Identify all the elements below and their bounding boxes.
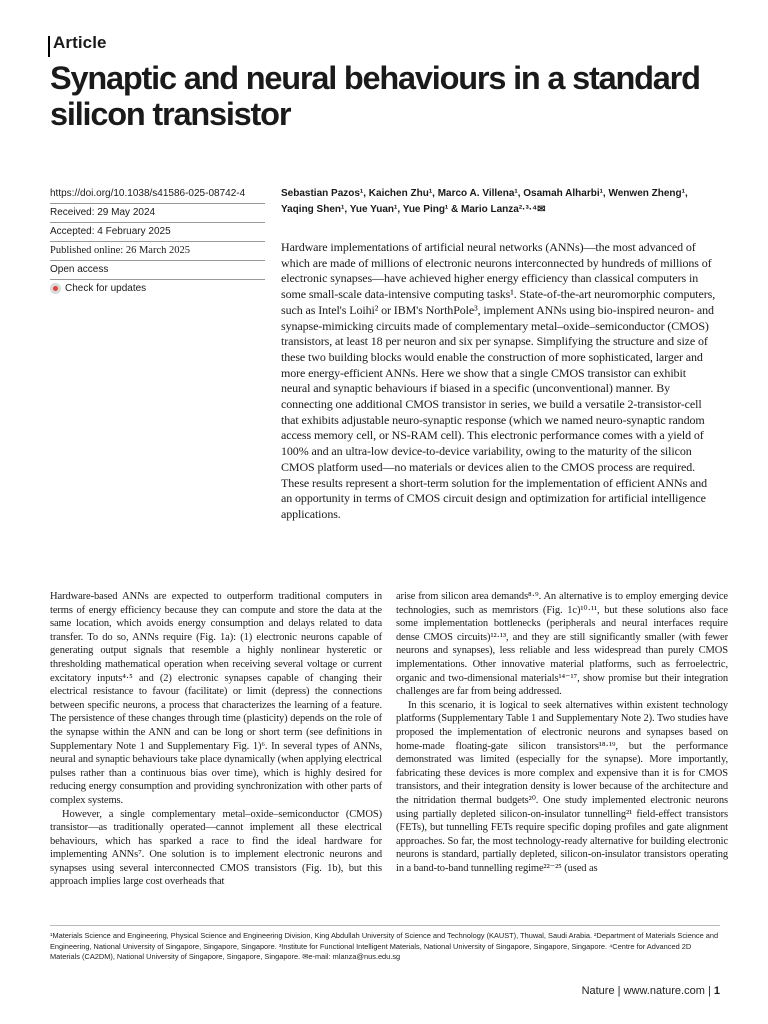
published-date: Published online: 26 March 2025 (50, 241, 265, 260)
accepted-date: Accepted: 4 February 2025 (50, 222, 265, 241)
doi-link[interactable]: https://doi.org/10.1038/s41586-025-08742-4 (50, 188, 246, 199)
footnote-divider (50, 925, 720, 926)
body-paragraph: However, a single complementary metal–oxide–semiconductor (CMOS) transistor—as traditionally operated—cannot implement all these electrical behaviours, which has sparked a race to find the ideal hardware for implementing ANNs⁷. One solution is to implement electronic neurons and synapses using several interconnected CMOS transistors (Fig. 1b), but this approach implies large cost overheads that (50, 808, 382, 888)
body-paragraph: arise from silicon area demands⁸·⁹. An alternative is to employ emerging device technologies, such as memristors (Fig. 1c)¹⁰·¹¹, but these solutions also face some implementation bottlenecks (peripherals and neural interfaces require dense CMOS circuits)¹²·¹³, and they are still significantly smaller (with fewer neurons and synapses), less reliable and less widespread than purely CMOS implementations. Other innovative material platforms, such as ferroelectric, organic and two-dimensional materials¹⁴⁻¹⁷, show promise but their integration challenges are far from being addressed. (396, 591, 728, 698)
footer-separator: | (707, 985, 711, 997)
check-updates-icon (50, 283, 61, 294)
body-column-left (50, 590, 382, 889)
body-column-right (396, 590, 728, 875)
page-footer (582, 985, 720, 997)
body-paragraph: Hardware-based ANNs are expected to outperform traditional computers in terms of energy efficiency because they can compute and store the data at the same location, which avoids energy consumption and delays related to data transfer. To do so, ANNs require (Fig. 1a): (1) electronic neurons capable of generating output signals that resemble a highly nonlinear hysteretic or thresholding mathematical operation when receiving several voltage or current excitatory inputs⁴·⁵ and (2) electronic synapses capable of changing their electrical resistance to favour (facilitate) or limit (depress) the connections between specific neurons, a process that characterizes the learning of a feature. The persistence of these changes through time (plasticity) depends on the role of the synapse within the ANN and can be long or short term (see definitions in Supplementary Note 1 and Supplementary Fig. 1)⁶. In several types of ANNs, neural and synaptic behaviours take place dynamically (when applying electrical pulses rather than a continuous bias over time), which is highly desired for reducing energy consumption and providing synchronization with other parts of complex systems. (50, 591, 382, 806)
open-access-label: Open access (50, 260, 265, 279)
check-updates-label: Check for updates (65, 283, 147, 294)
page-number: 1 (713, 985, 720, 997)
check-for-updates-button[interactable] (50, 279, 265, 298)
article-title: Synaptic and neural behaviours in a standard silicon transistor (50, 60, 700, 132)
body-paragraph: In this scenario, it is logical to seek alternatives within existent technology platforms (Supplementary Table 1 and Supplementary Note 2). Two studies have proposed the implementation of electronic neurons and synapses based on home-made floating-gate silicon transistors¹⁸·¹⁹, but the performance demonstrated was limited (especially for the synapse). More importantly, fabricating these devices is more complex and expensive than it is for CMOS transistors, and their integration density is lower because of the architecture and the nitridation thermal budgets²⁰. One study implemented electronic neurons using partially depleted silicon-on-insulator tunnelling²¹ field-effect transistors (FETs), but tunnelling FETs require specific doping profiles and gate alignment approaches. So far, the most technology-ready alternative for building electronic neurons is standard, partially depleted, silicon-on-insulator transistors operating in a band-to-band tunnelling regime²²⁻²⁵ (used as (396, 699, 729, 874)
author-list: Sebastian Pazos¹, Kaichen Zhu¹, Marco A. Villena¹, Osamah Alharbi¹, Wenwen Zheng¹, Yaqing Shen¹, Yue Yuan¹, Yue Ping¹ & Mario Lanza²·³·⁴✉ (281, 188, 688, 215)
journal-url[interactable]: www.nature.com (623, 985, 705, 997)
abstract: Hardware implementations of artificial neural networks (ANNs)—the most advanced of which are made of millions of electronic neurons interconnected by hundreds of millions of electronic synapses—have achieved higher energy efficiency than classical computers in some small-scale data-intensive computing tasks¹. State-of-the-art neuromorphic computers, such as Intel's Loihi² or IBM's NorthPole³, implement ANNs using bio-inspired neuron- and synapse-mimicking circuits made of complementary metal–oxide–semiconductor (CMOS) transistors, at least 18 per neuron and six per synapse. Simplifying the structure and size of these two building blocks would enable the construction of more sophisticated, larger and more energy-efficient ANNs. Here we show that a single CMOS transistor can exhibit neural and synaptic behaviours if biased in a specific (unconventional) manner. By connecting one additional CMOS transistor in series, we build a versatile 2-transistor-cell that exhibits adjustable neuro-synaptic response (which we named neuro-synaptic random access memory cell, or NS-RAM cell). This electronic performance comes with a yield of 100% and an ultra-low device-to-device variability, owing to the maturity of the silicon CMOS platform used—no materials or devices alien to the CMOS process are required. These results represent a short-term solution for the implementation of efficient ANNs and an opportunity in terms of CMOS circuit design and optimization for artificial intelligence applications. (281, 240, 716, 521)
received-date: Received: 29 May 2024 (50, 203, 265, 222)
journal-name: Nature (581, 985, 615, 997)
affiliations-footnote: ¹Materials Science and Engineering, Physical Science and Engineering Division, King Abdullah University of Science and Technology (KAUST), Thuwal, Saudi Arabia. ²Department of Materials Science and Engineering, National University of Singapore, Singapore, Singapore. ³Institute for Functional Intelligent Materials, National University of Singapore, Singapore, Singapore. ⁴Centre for Advanced 2D Materials (CA2DM), National University of Singapore, Singapore, Singapore. ✉e-mail: mlanza@nus.edu.sg (50, 931, 719, 961)
article-label-rule (48, 36, 50, 57)
article-metadata (50, 185, 265, 298)
footer-separator: | (617, 985, 621, 997)
article-type-label: Article (53, 33, 107, 52)
